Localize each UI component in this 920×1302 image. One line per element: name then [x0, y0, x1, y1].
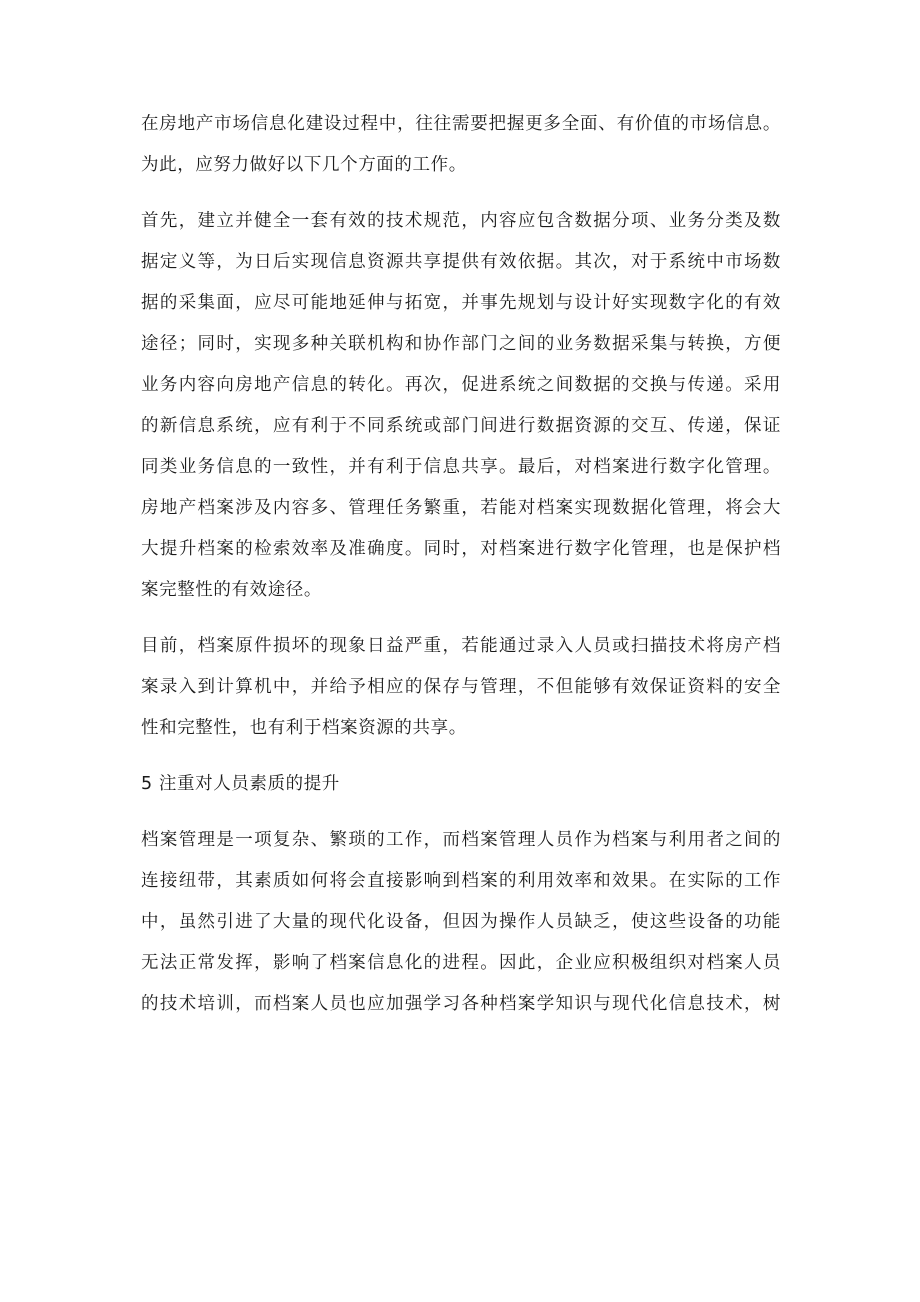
paragraph-line: 同类业务信息的一致性，并有利于信息共享。最后，对档案进行数字化管理。	[141, 457, 781, 477]
section-heading: 5 注重对人员素质的提升	[141, 774, 340, 794]
paragraph-personnel	[141, 820, 781, 1025]
paragraph-line: 的技术培训，而档案人员也应加强学习各种档案学知识与现代化信息技术，树	[141, 994, 781, 1014]
paragraph-spacer	[141, 186, 781, 201]
paragraph-line: 据的采集面，应尽可能地延伸与拓宽，并事先规划与设计好实现数字化的有效	[141, 293, 781, 313]
paragraph-line: 的新信息系统，应有利于不同系统或部门间进行数据资源的交互、传递，保证	[141, 416, 781, 436]
paragraph-line: 房地产档案涉及内容多、管理任务繁重，若能对档案实现数据化管理，将会大	[141, 498, 781, 518]
paragraph-line: 档案管理是一项复杂、繁琐的工作，而档案管理人员作为档案与利用者之间的	[141, 830, 781, 850]
paragraph-line: 首先，建立并健全一套有效的技术规范，内容应包含数据分项、业务分类及数	[141, 211, 781, 231]
paragraph-line: 案录入到计算机中，并给予相应的保存与管理，不但能够有效保证资料的安全	[141, 677, 781, 697]
paragraph-spacer	[141, 611, 781, 626]
paragraph-line: 性和完整性，也有利于档案资源的共享。	[141, 718, 467, 738]
paragraph-line: 途径；同时，实现多种关联机构和协作部门之间的业务数据采集与转换，方便	[141, 334, 781, 354]
paragraph-line: 案完整性的有效途径。	[141, 580, 322, 600]
document-body	[141, 104, 781, 1025]
paragraph-line: 无法正常发挥，影响了档案信息化的进程。因此，企业应积极组织对档案人员	[141, 953, 781, 973]
paragraph-intro	[141, 104, 781, 186]
paragraph-line: 目前，档案原件损坏的现象日益严重，若能通过录入人员或扫描技术将房产档	[141, 636, 781, 656]
paragraph-spacer	[141, 805, 781, 820]
paragraph-line: 为此，应努力做好以下几个方面的工作。	[141, 155, 467, 175]
paragraph-spacer	[141, 749, 781, 764]
paragraph-line: 大提升档案的检索效率及准确度。同时，对档案进行数字化管理，也是保护档	[141, 539, 781, 559]
paragraph-line: 据定义等，为日后实现信息资源共享提供有效依据。其次，对于系统中市场数	[141, 252, 781, 272]
paragraph-line: 在房地产市场信息化建设过程中，往往需要把握更多全面、有价值的市场信息。	[141, 114, 781, 134]
paragraph-line: 连接纽带，其素质如何将会直接影响到档案的利用效率和效果。在实际的工作	[141, 871, 781, 891]
paragraph-line: 中，虽然引进了大量的现代化设备，但因为操作人员缺乏，使这些设备的功能	[141, 912, 781, 932]
paragraph-archive-digitization	[141, 626, 781, 749]
paragraph-line: 业务内容向房地产信息的转化。再次，促进系统之间数据的交换与传递。采用	[141, 375, 781, 395]
paragraph-measures	[141, 201, 781, 611]
